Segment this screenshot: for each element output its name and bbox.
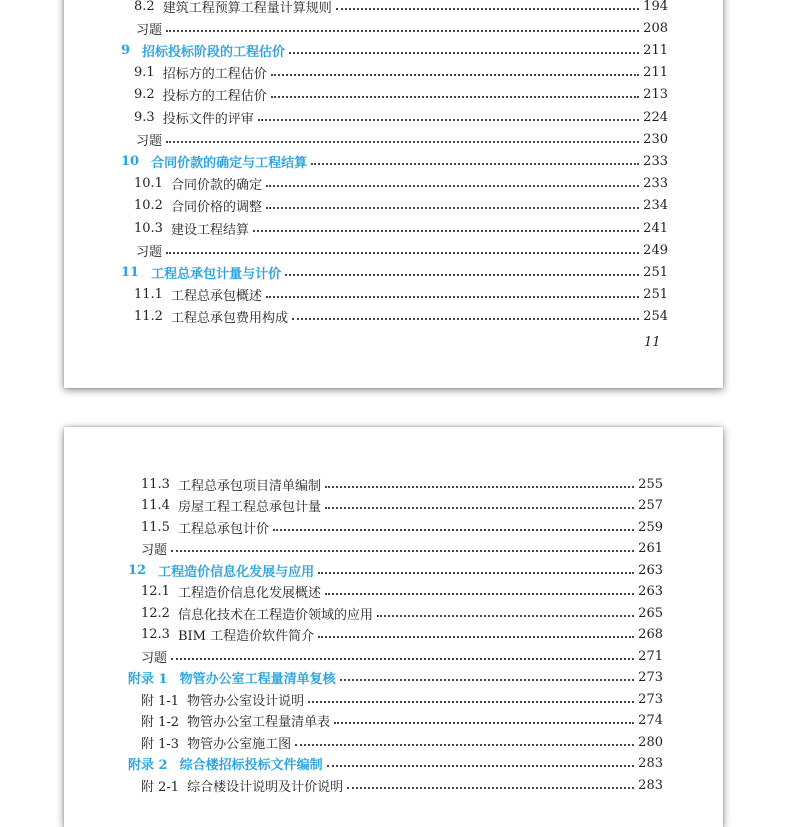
leader-dots <box>166 29 639 32</box>
entry-number: 附录 1 <box>128 672 168 687</box>
toc-section-entry[interactable] <box>141 731 663 753</box>
entry-title: 习题 <box>141 543 168 558</box>
entry-number: 9.2 <box>134 87 155 103</box>
page-number: 11 <box>644 335 661 350</box>
entry-page-number: 273 <box>638 670 663 685</box>
toc-exercise-entry[interactable] <box>141 645 663 667</box>
toc-section-entry[interactable] <box>141 516 663 538</box>
entry-number: 10.3 <box>134 220 163 236</box>
entry-page-number: 251 <box>643 264 668 280</box>
entry-number: 12.2 <box>141 605 170 621</box>
entry-title: 工程总承包费用构成 <box>170 311 288 327</box>
leader-dots <box>166 140 639 143</box>
entry-page-number: 233 <box>643 153 668 169</box>
entry-page-number: 268 <box>638 627 663 642</box>
entry-title: 投标文件的评审 <box>162 111 254 127</box>
entry-title: 工程造价信息化发展与应用 <box>158 564 315 580</box>
leader-dots <box>253 229 639 232</box>
entry-title: 合同价款的确定 <box>170 178 262 194</box>
entry-page-number: 241 <box>643 220 668 236</box>
entry-page-number: 271 <box>638 648 663 664</box>
leader-dots <box>289 51 639 54</box>
entry-number: 12.3 <box>141 627 170 642</box>
entry-title: 工程总承包项目清单编制 <box>177 478 321 494</box>
entry-title: 工程总承包计量与计价 <box>151 266 282 282</box>
entry-page-number: 230 <box>643 131 668 147</box>
entry-page-number: 259 <box>638 519 663 535</box>
toc-chapter-entry[interactable] <box>128 667 663 689</box>
toc-section-entry[interactable] <box>134 173 668 195</box>
entry-page-number: 211 <box>643 65 668 81</box>
toc-section-entry[interactable] <box>134 62 668 84</box>
toc-section-entry[interactable] <box>141 581 663 603</box>
entry-number: 11 <box>121 264 140 280</box>
entry-number: 11.1 <box>134 287 163 303</box>
toc-section-entry[interactable] <box>141 710 663 732</box>
leader-dots <box>327 764 635 767</box>
entry-title: 招标投标阶段的工程估价 <box>142 44 286 60</box>
entry-title: 物管办公室工程量清单表 <box>187 715 331 730</box>
entry-title: 物管办公室设计说明 <box>187 693 305 709</box>
leader-dots <box>273 528 634 531</box>
entry-title: 习题 <box>136 244 163 260</box>
entry-page-number: 211 <box>643 42 668 58</box>
entry-title: 物管办公室施工图 <box>187 736 292 752</box>
entry-title: 综合楼设计说明及计价说明 <box>187 779 344 795</box>
entry-page-number: 255 <box>638 476 663 492</box>
entry-number: 11.3 <box>141 476 170 492</box>
toc-section-entry[interactable] <box>134 0 668 17</box>
entry-title: 习题 <box>141 650 168 666</box>
entry-page-number: 249 <box>643 242 668 258</box>
entry-page-number: 224 <box>643 109 668 125</box>
toc-exercise-entry[interactable] <box>136 128 668 150</box>
leader-dots <box>318 571 634 574</box>
entry-number: 附 2-1 <box>141 779 180 795</box>
entry-title: 物管办公室工程量清单复核 <box>179 672 336 687</box>
entry-number: 10 <box>121 153 140 169</box>
leader-dots <box>171 549 634 552</box>
leader-dots <box>308 700 634 703</box>
entry-page-number: 283 <box>638 777 663 793</box>
entry-title: 习题 <box>136 133 163 149</box>
toc-section-entry[interactable] <box>134 84 668 106</box>
entry-number: 9.1 <box>134 65 155 81</box>
toc-chapter-entry[interactable] <box>128 753 663 775</box>
toc-section-entry[interactable] <box>141 624 663 646</box>
toc-chapter-entry[interactable] <box>128 559 663 581</box>
entry-number: 11.4 <box>141 498 170 513</box>
entry-title: 合同价款的确定与工程结算 <box>151 155 308 171</box>
toc-page-lower <box>64 427 723 827</box>
toc-section-entry[interactable] <box>141 495 663 517</box>
toc-section-entry[interactable] <box>134 284 668 306</box>
entry-page-number: 280 <box>638 734 663 750</box>
toc-exercise-entry[interactable] <box>136 17 668 39</box>
leader-dots <box>166 251 639 254</box>
leader-dots <box>171 657 634 660</box>
leader-dots <box>325 485 634 488</box>
leader-dots <box>258 118 639 121</box>
toc-exercise-entry[interactable] <box>141 538 663 560</box>
entry-page-number: 273 <box>638 691 663 707</box>
entry-number: 12.1 <box>141 584 170 599</box>
entry-page-number: 257 <box>638 498 663 513</box>
entry-title: 建设工程结算 <box>170 222 249 238</box>
leader-dots <box>266 184 639 187</box>
toc-chapter-entry[interactable] <box>121 39 668 61</box>
entry-title: 合同价格的调整 <box>170 200 262 216</box>
entry-page-number: 263 <box>638 562 663 578</box>
entry-page-number: 263 <box>638 584 663 599</box>
entry-number: 附录 2 <box>128 758 168 773</box>
entry-page-number: 261 <box>638 541 663 556</box>
leader-dots <box>292 317 639 320</box>
entry-number: 12 <box>128 562 147 578</box>
entry-number: 附 1-1 <box>141 693 180 709</box>
leader-dots <box>325 506 634 509</box>
entry-number: 11.2 <box>134 309 163 325</box>
leader-dots <box>318 635 634 638</box>
leader-dots <box>295 743 634 746</box>
toc-section-entry[interactable] <box>141 602 663 624</box>
leader-dots <box>285 273 639 276</box>
entry-number: 10.1 <box>134 176 163 192</box>
leader-dots <box>340 678 635 681</box>
toc-exercise-entry[interactable] <box>136 239 668 261</box>
entry-number: 9 <box>121 42 131 58</box>
entry-title: BIM 工程造价软件简介 <box>177 629 315 644</box>
entry-title: 综合楼招标投标文件编制 <box>179 758 323 773</box>
entry-page-number: 251 <box>643 287 668 303</box>
leader-dots <box>266 295 639 298</box>
leader-dots <box>334 721 634 724</box>
entry-page-number: 265 <box>638 605 663 621</box>
entry-number: 8.2 <box>134 0 155 14</box>
entry-title: 房屋工程工程总承包计量 <box>177 500 321 515</box>
entry-title: 信息化技术在工程造价领域的应用 <box>177 607 373 623</box>
entry-page-number: 283 <box>638 756 663 771</box>
toc-chapter-entry[interactable] <box>121 261 668 283</box>
leader-dots <box>311 162 639 165</box>
toc-section-entry[interactable] <box>141 774 663 796</box>
entry-title: 习题 <box>136 22 163 38</box>
entry-number: 附 1-3 <box>141 736 180 752</box>
leader-dots <box>266 206 639 209</box>
leader-dots <box>271 95 639 98</box>
toc-section-entry[interactable] <box>141 688 663 710</box>
toc-section-entry[interactable] <box>134 195 668 217</box>
leader-dots <box>325 592 634 595</box>
entry-page-number: 208 <box>643 20 668 36</box>
entry-title: 建筑工程预算工程量计算规则 <box>162 0 332 16</box>
entry-page-number: 234 <box>643 198 668 214</box>
entry-title: 招标方的工程估价 <box>162 67 267 83</box>
entry-number: 11.5 <box>141 519 170 535</box>
entry-title: 工程造价信息化发展概述 <box>177 586 321 601</box>
toc-section-entry[interactable] <box>134 106 668 128</box>
entry-page-number: 254 <box>643 309 668 325</box>
leader-dots <box>377 614 634 617</box>
entry-title: 工程总承包计价 <box>177 521 269 537</box>
toc-page-upper <box>64 0 723 388</box>
entry-page-number: 274 <box>638 713 663 728</box>
entry-number: 附 1-2 <box>141 715 180 730</box>
toc-chapter-entry[interactable] <box>121 150 668 172</box>
entry-page-number: 213 <box>643 87 668 103</box>
entry-number: 9.3 <box>134 109 155 125</box>
leader-dots <box>271 73 639 76</box>
entry-title: 投标方的工程估价 <box>162 89 267 105</box>
leader-dots <box>347 786 634 789</box>
entry-page-number: 194 <box>643 0 668 14</box>
leader-dots <box>336 7 639 10</box>
entry-page-number: 233 <box>643 176 668 192</box>
entry-title: 工程总承包概述 <box>170 289 262 305</box>
toc-section-entry[interactable] <box>141 473 663 495</box>
entry-number: 10.2 <box>134 198 163 214</box>
toc-section-entry[interactable] <box>134 306 668 328</box>
toc-section-entry[interactable] <box>134 217 668 239</box>
